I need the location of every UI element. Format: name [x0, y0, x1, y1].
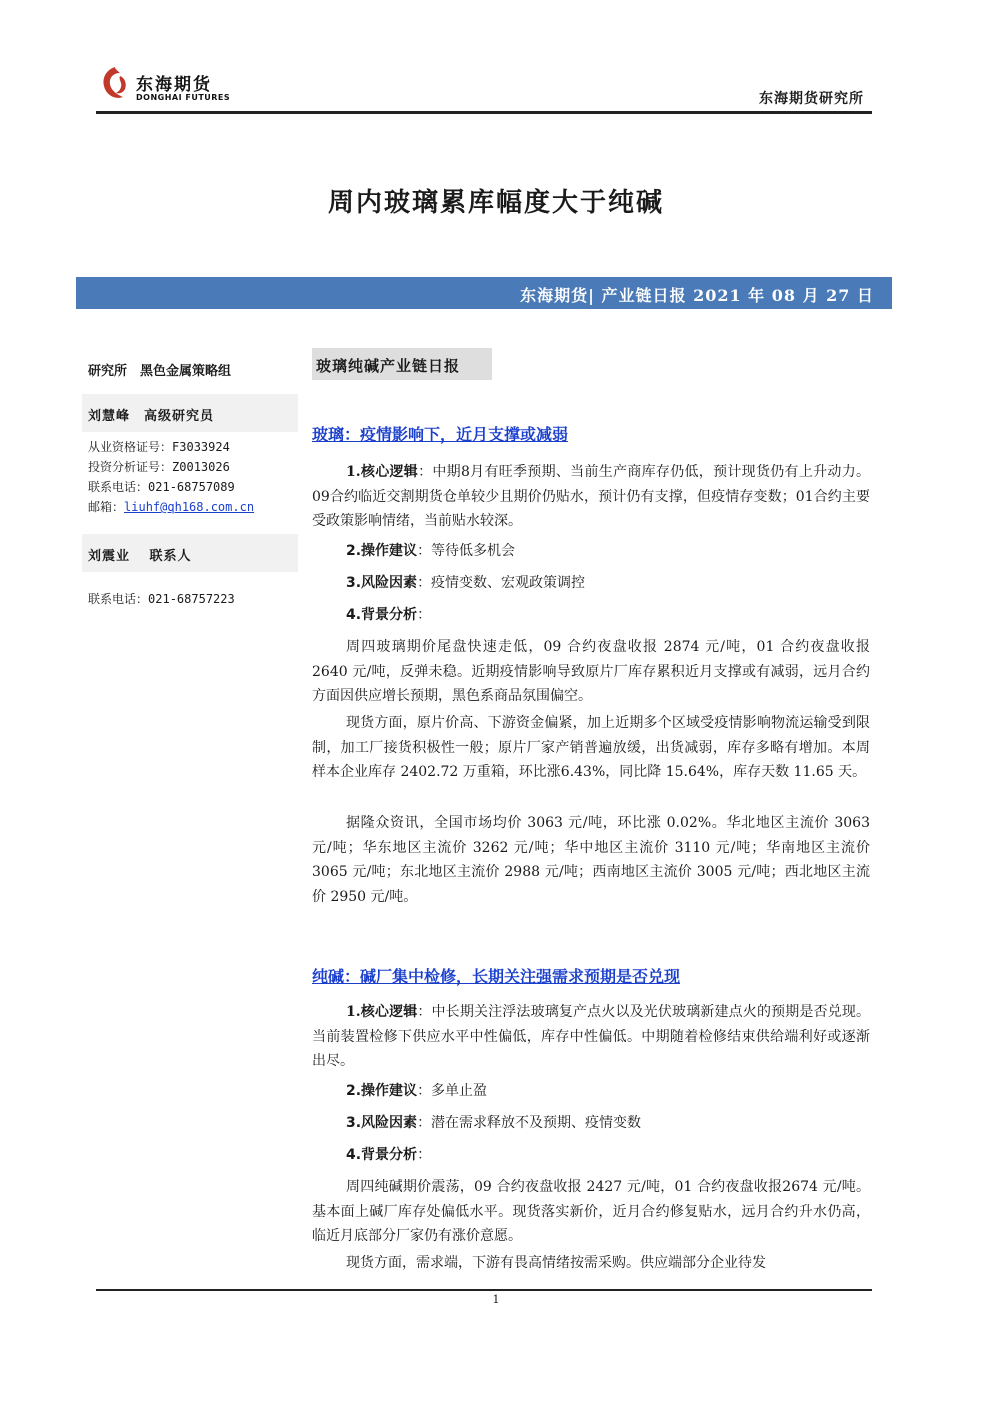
phone-label: 联系电话： — [88, 592, 149, 606]
analyst-2-name: 刘震业 联系人 — [88, 549, 192, 564]
section-tag — [312, 348, 492, 380]
email-label: 邮箱： — [88, 500, 125, 514]
analyst-2-phone — [88, 590, 235, 607]
phone-label: 联系电话： — [88, 480, 149, 494]
glass-paragraph-3: 据隆众资讯，全国市场均价 3063 元/吨，环比涨 0.02%。华北地区主流价 3063 元/吨；华东地区主流价 3262 元/吨；华中地区主流价 3110 元/吨；华南地区主流价 3065 元/吨；东北地区主流价 2988 元/吨；西南地区主流价 3005 元/吨；西北地区主流价 2950 元/吨。 — [312, 815, 870, 905]
analyst-1-invest-license — [88, 458, 230, 475]
soda-paragraph-2: 现货方面，需求端，下游有畏高情绪按需采购。供应端部分企业待发 — [346, 1255, 766, 1271]
qualification-number: F3033924 — [172, 440, 230, 454]
soda-advice-text: ：多单止盈 — [417, 1083, 488, 1099]
banner-text: 东海期货| 产业链日报 2021 年 08 月 27 日 — [520, 286, 874, 305]
glass-risk — [346, 572, 585, 592]
section-tag-label: 玻璃纯碱产业链日报 — [316, 357, 461, 375]
glass-risk-text: ：疫情变数、宏观政策调控 — [417, 575, 586, 591]
glass-advice-label: 2.操作建议 — [346, 543, 418, 559]
logo-english-name: DONGHAI FUTURES — [136, 93, 231, 102]
soda-advice-label: 2.操作建议 — [346, 1083, 418, 1099]
invest-license-label: 投资分析证号： — [88, 460, 173, 474]
glass-risk-label: 3.风险因素 — [346, 575, 418, 591]
donghai-logo — [98, 64, 318, 110]
soda-risk-text: ：潜在需求释放不及预期、疫情变数 — [417, 1115, 642, 1131]
glass-logic-text: ：中期8月有旺季预期、当前生产商库存仍低，预计现货仍有上升动力。09合约临近交割期货仓单较少且期价仍贴水，预计仍有支撑，但疫情存变数；01合约主要受政策影响情绪，当前贴水较深。 — [312, 464, 870, 529]
soda-bg-colon: ： — [417, 1147, 432, 1163]
soda-risk-label: 3.风险因素 — [346, 1115, 418, 1131]
department-label: 研究所 黑色金属策略组 — [88, 364, 232, 379]
soda-heading[interactable]: 纯碱：碱厂集中检修，长期关注强需求预期是否兑现 — [312, 967, 681, 986]
report-banner — [76, 277, 892, 309]
soda-background — [346, 1144, 431, 1164]
glass-advice-text: ：等待低多机会 — [417, 543, 516, 559]
report-title: 周内玻璃累库幅度大于纯碱 — [327, 188, 664, 218]
email-link[interactable]: liuhf@qh168.com.cn — [124, 500, 255, 514]
analyst-1-header — [82, 394, 298, 432]
glass-bg-label: 4.背景分析 — [346, 607, 418, 623]
institute-name: 东海期货研究所 — [759, 91, 864, 107]
soda-advice — [346, 1080, 487, 1100]
glass-paragraph-1: 周四玻璃期价尾盘快速走低，09 合约夜盘收报 2874 元/吨，01 合约夜盘收报 2640 元/吨，反弹未稳。近期疫情影响导致原片厂库存累积近月支撑或有减弱，远月合约方面因供应增长预期，黑色系商品氛围偏空。 — [312, 639, 870, 704]
glass-bg-colon: ： — [417, 607, 432, 623]
analyst-1-name: 刘慧峰 高级研究员 — [88, 409, 215, 424]
invest-license-number: Z0013026 — [172, 460, 230, 474]
analyst-2-header — [82, 534, 298, 572]
glass-logic-label: 1.核心逻辑 — [346, 464, 419, 480]
soda-logic-label: 1.核心逻辑 — [346, 1004, 418, 1020]
logo-chinese-name: 东海期货 — [136, 75, 212, 95]
dragon-logo-icon — [98, 64, 132, 104]
glass-heading[interactable]: 玻璃：疫情影响下，近月支撑或减弱 — [312, 425, 569, 444]
phone-number: 021-68757223 — [148, 592, 235, 606]
header-divider — [96, 111, 872, 114]
qualification-label: 从业资格证号： — [88, 440, 173, 454]
glass-background — [346, 604, 431, 624]
glass-advice — [346, 540, 515, 560]
glass-core-logic — [312, 460, 870, 534]
page-number: 1 — [492, 1293, 500, 1306]
footer-divider — [96, 1289, 872, 1291]
analyst-1-qualification — [88, 438, 230, 455]
analyst-1-phone — [88, 478, 235, 495]
analyst-1-email — [88, 498, 254, 515]
soda-risk — [346, 1112, 641, 1132]
soda-paragraph-1: 周四纯碱期价震荡，09 合约夜盘收报 2427 元/吨，01 合约夜盘收报2674 元/吨。基本面上碱厂库存处偏低水平。现货落实新价，近月合约修复贴水，远月合约升水仍高，临近月底部分厂家仍有涨价意愿。 — [312, 1179, 870, 1244]
glass-paragraph-2: 现货方面，原片价高、下游资金偏紧，加上近期多个区域受疫情影响物流运输受到限制，加工厂接货积极性一般；原片厂家产销普遍放缓，出货减弱，库存多略有增加。本周样本企业库存 2402.72 万重箱，环比涨6.43%，同比降 15.64%，库存天数 11.65 天。 — [312, 715, 870, 780]
soda-logic-text: ：中长期关注浮法玻璃复产点火以及光伏玻璃新建点火的预期是否兑现。当前装置检修下供应水平中性偏低，库存中性偏低。中期随着检修结束供给端利好或逐渐出尽。 — [312, 1004, 871, 1069]
soda-bg-label: 4.背景分析 — [346, 1147, 418, 1163]
soda-core-logic — [312, 1000, 870, 1074]
phone-number: 021-68757089 — [148, 480, 235, 494]
page-header — [96, 62, 872, 114]
